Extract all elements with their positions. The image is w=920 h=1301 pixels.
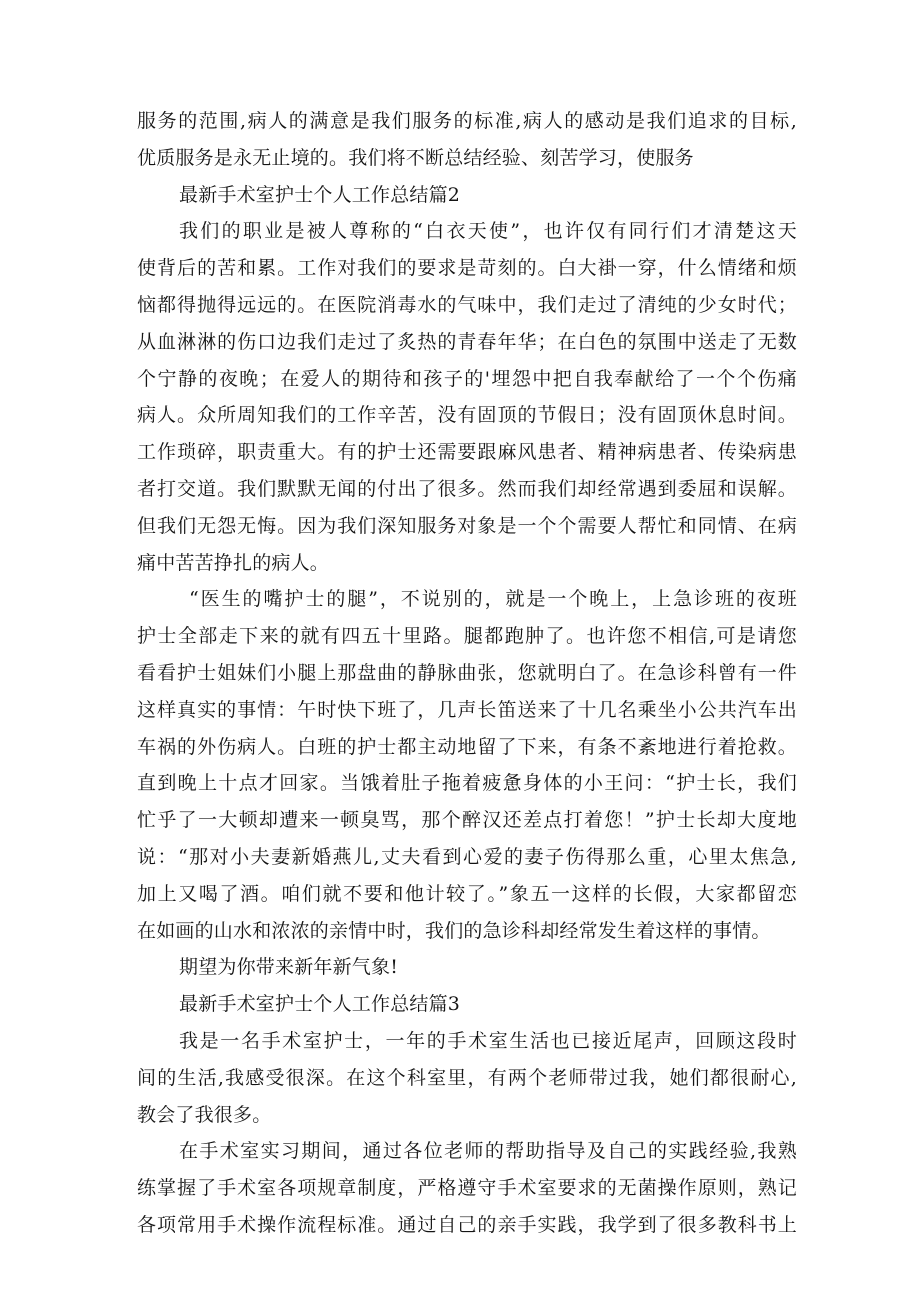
text-line: 在手术室实习期间，通过各位老师的帮助指导及自己的实践经验,我熟 [179,1140,797,1163]
text-line: 练掌握了手术室各项规章制度，严格遵守手术室要求的无菌操作原则，熟记 [137,1177,797,1200]
section-heading-2 [137,177,797,214]
closing-paragraph [137,949,797,986]
text-line: 个宁静的夜晚；在爱人的期待和孩子的'埋怨中把自我奉献给了一个个伤痛 [137,367,797,390]
text-line: 病人。众所周知我们的工作辛苦，没有固顶的节假日；没有固顶休息时间。 [137,404,797,427]
text-line: 看看护士姐妹们小腿上那盘曲的静脉曲张，您就明白了。在急诊科曾有一件 [137,661,797,684]
text-line: 痛中苦苦挣扎的病人。 [137,551,330,574]
paragraph [137,1133,797,1243]
section-heading-3 [137,986,797,1023]
text-line: 加上又喝了酒。咱们就不要和他计较了。”象五一这样的长假，大家都留恋 [137,882,797,905]
text-line: 我们的职业是被人尊称的“白衣天使”，也许仅有同行们才清楚这天 [179,220,797,243]
text-line: 恼都得抛得远远的。在医院消毒水的气味中，我们走过了清纯的少女时代； [137,293,797,316]
paragraph [137,1023,797,1133]
paragraph [137,213,797,581]
text-line: 服务的范围,病人的满意是我们服务的标准,病人的感动是我们追求的目标, [137,110,797,132]
text-line: 但我们无怨无悔。因为我们深知服务对象是一个个需要人帮忙和同情、在病 [137,514,797,537]
text-line: 我是一名手术室护士，一年的手术室生活也已接近尾声，回顾这段时 [179,1029,797,1052]
text-line: 工作琐碎，职责重大。有的护士还需要跟麻风患者、精神病患者、传染病患 [137,441,797,464]
text-line: 教会了我很多。 [137,1103,272,1126]
text-line: 忙乎了一大顿却遭来一顿臭骂，那个醉汉还差点打着您！”护士长却大度地 [137,809,797,832]
text-line: 各项常用手术操作流程标准。通过自己的亲手实践，我学到了很多教科书上 [137,1213,797,1236]
document-body [137,103,797,1244]
text-line: 间的生活,我感受很深。在这个科室里，有两个老师带过我，她们都很耐心, [137,1066,797,1089]
text-line: 车祸的外伤病人。白班的护士都主动地留了下来，有条不紊地进行着抢救。 [137,735,797,758]
text-line: 护士全部走下来的就有四五十里路。腿都跑肿了。也许您不相信,可是请您 [137,625,797,648]
text-line: 说：“那对小夫妻新婚燕儿,丈夫看到心爱的妻子伤得那么重，心里太焦急, [137,845,797,868]
section-title: 最新手术室护士个人工作总结篇3 [179,993,461,1016]
text-line: 使背后的苦和累。工作对我们的要求是苛刻的。白大褂一穿，什么情绪和烦 [137,257,797,280]
text-line: 期望为你带来新年新气象! [179,956,399,979]
section-title: 最新手术室护士个人工作总结篇2 [179,183,461,206]
intro-paragraph [137,103,797,177]
text-line: 者打交道。我们默默无闻的付出了很多。然而我们却经常遇到委屈和误解。 [137,477,797,500]
text-line: 优质服务是永无止境的。我们将不断总结经验、刻苦学习，使服务 [137,146,694,169]
paragraph [137,581,797,949]
text-line: 在如画的山水和浓浓的亲情中时，我们的急诊科却经常发生着这样的事情。 [137,919,771,942]
text-line: 直到晚上十点才回家。当饿着肚子拖着疲惫身体的小王问：“护士长，我们 [137,772,797,795]
text-line: 这样真实的事情：午时快下班了，几声长笛送来了十几名乘坐小公共汽车出 [137,698,797,721]
text-line: 从血淋淋的伤口边我们走过了炙热的青春年华；在白色的氛围中送走了无数 [137,330,797,353]
text-line: “医生的嘴护士的腿”，不说别的，就是一个晚上，上急诊班的夜班 [189,588,797,611]
